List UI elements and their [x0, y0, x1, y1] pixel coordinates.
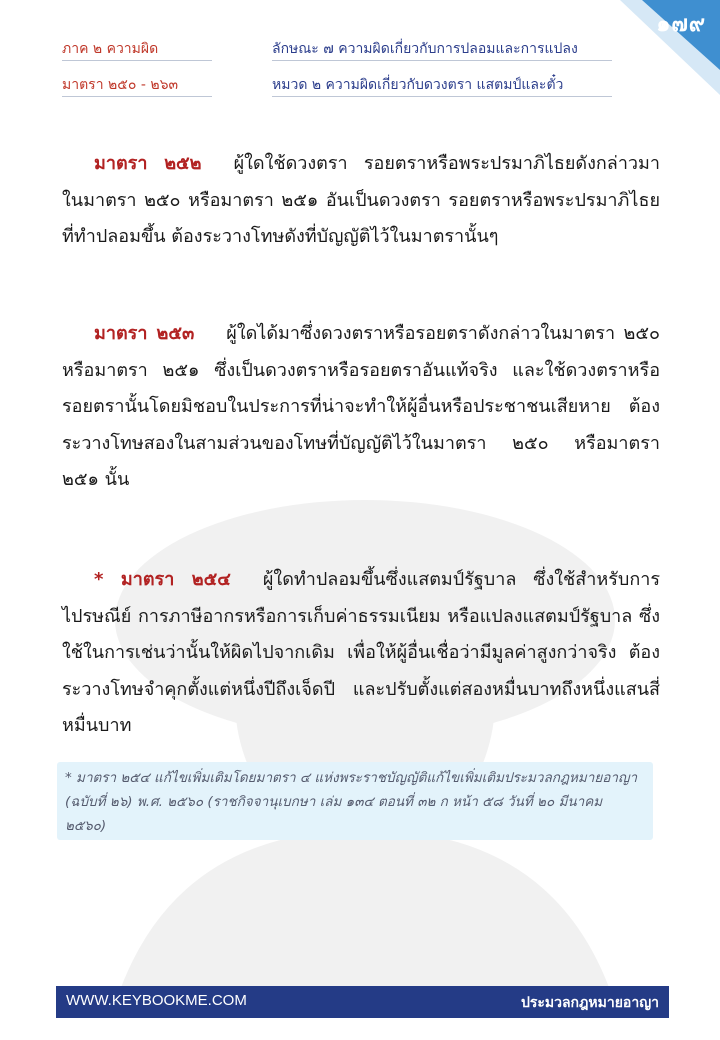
amendment-marker: *	[94, 569, 104, 590]
section-253	[62, 316, 660, 499]
header-divider	[272, 96, 612, 97]
page-number: ๑๗๙	[656, 12, 706, 37]
website-link[interactable]: WWW.KEYBOOKME.COM	[66, 992, 247, 1009]
section-title: มาตรา ๒๕๔	[120, 569, 231, 590]
section-252	[62, 146, 660, 256]
section-title: มาตรา ๒๕๓	[94, 323, 195, 344]
header-part: ภาค ๒ ความผิด	[62, 41, 159, 57]
section-254	[62, 562, 660, 745]
header-subchapter: หมวด ๒ ความผิดเกี่ยวกับดวงตรา แสตมป์และตั๋ว	[272, 77, 564, 93]
header-chapter: ลักษณะ ๗ ความผิดเกี่ยวกับการปลอมและการแปลง	[272, 41, 578, 57]
section-body: ผู้ใดใช้ดวงตรา รอยตราหรือพระปรมาภิไธยดังกล่าวมาในมาตรา ๒๕๐ หรือมาตรา ๒๕๑ อันเป็นดวงตรา รอยตราหรือพระปรมาภิไธยที่ทำปลอมขึ้น ต้องระวางโทษดังที่บัญญัติไว้ในมาตรานั้นๆ	[62, 153, 661, 247]
section-body: ผู้ใดทำปลอมขึ้นซึ่งแสตมป์รัฐบาล ซึ่งใช้สำหรับการไปรษณีย์ การภาษีอากรหรือการเก็บค่าธรรมเนียม หรือแปลงแสตมป์รัฐบาล ซึ่งใช้ในการเช่นว่านั้นให้ผิดไปจากเดิม เพื่อให้ผู้อื่นเชื่อว่ามีมูลค่าสูงกว่าจริง ต้องระวางโทษจำคุกตั้งแต่หนึ่งปีถึงเจ็ดปี และปรับตั้งแต่สองหมื่นบาทถึงหนึ่งแสนสี่หมื่นบาท	[62, 569, 660, 736]
header-divider	[272, 60, 612, 61]
header-divider	[62, 96, 212, 97]
book-title: ประมวลกฎหมายอาญา	[520, 995, 659, 1011]
header-section-range: มาตรา ๒๕๐ - ๒๖๓	[62, 77, 179, 93]
amendment-footnote: * มาตรา ๒๕๔ แก้ไขเพิ่มเติมโดยมาตรา ๔ แห่งพระราชบัญญัติแก้ไขเพิ่มเติมประมวลกฎหมายอาญา (ฉบับที่ ๒๖) พ.ศ. ๒๕๖๐ (ราชกิจจานุเบกษา เล่ม ๑๓๔ ตอนที่ ๓๒ ก หน้า ๕๘ วันที่ ๒๐ มีนาคม ๒๕๖๐)	[57, 762, 653, 840]
footer-bar	[56, 986, 669, 1018]
section-title: มาตรา ๒๕๒	[94, 153, 202, 174]
section-body: ผู้ใดได้มาซึ่งดวงตราหรือรอยตราดังกล่าวในมาตรา ๒๕๐ หรือมาตรา ๒๕๑ ซึ่งเป็นดวงตราหรือรอยตราอันแท้จริง และใช้ดวงตราหรือรอยตรานั้นโดยมิชอบในประการที่น่าจะทำให้ผู้อื่นหรือประชาชนเสียหาย ต้องระวางโทษสองในสามส่วนของโทษที่บัญญัติไว้ในมาตรา ๒๕๐ หรือมาตรา ๒๕๑ นั้น	[62, 323, 661, 490]
header-divider	[62, 60, 212, 61]
